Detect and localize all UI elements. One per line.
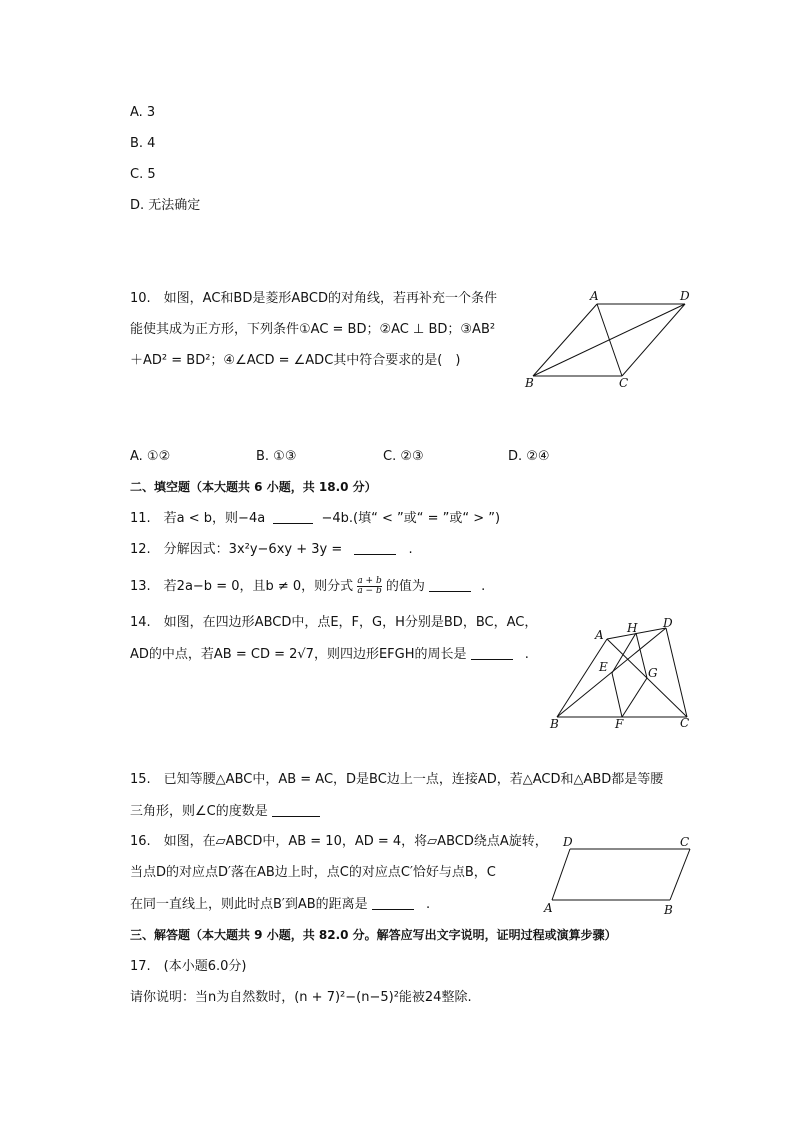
q15-text-line2-a: 三角形，则∠C的度数是	[130, 804, 268, 819]
quad-label-a: A	[595, 628, 604, 642]
q10-text-line2: 能使其成为正方形，下列条件①AC = BD；②AC ⊥ BD；③AB²	[130, 322, 496, 337]
q14-text-line2-b: .	[524, 647, 529, 662]
q11-text	[130, 509, 500, 528]
q10-option-d: D. ②④	[508, 449, 550, 464]
q10-text-line1: 10. 如图，AC和BD是菱形ABCD的对角线，若再补充一个条件	[130, 291, 498, 306]
q12-text-a: 12. 分解因式：3x²y−6xy + 3y =	[130, 542, 343, 557]
q10-text-line3: ＋AD² = BD²；④∠ACD = ∠ADC其中符合要求的是( )	[130, 353, 461, 368]
q13-text-b: 的值为	[385, 579, 425, 594]
q16-text-line3-a: 在同一直线上，则此时点B′到AB的距离是	[130, 897, 368, 912]
q16-text-line3	[130, 895, 430, 914]
para-label-b: B	[664, 903, 673, 917]
quad-label-h: H	[627, 621, 638, 635]
rhombus-label-d: D	[680, 289, 690, 303]
q12-text	[130, 540, 413, 559]
para-label-d: D	[563, 835, 573, 849]
quad-label-e: E	[599, 660, 608, 674]
quad-label-f: F	[615, 717, 624, 731]
q11-blank	[273, 509, 313, 524]
rhombus-label-a: A	[590, 289, 599, 303]
q10-option-a: A. ①②	[130, 449, 171, 464]
q13-text-a: 13. 若2a−b = 0，且b ≠ 0，则分式	[130, 579, 354, 594]
q13-fraction	[357, 577, 381, 596]
q12-blank	[354, 540, 396, 555]
q14-text-line2-a: AD的中点，若AB = CD = 2√7，则四边形EFGH的周长是	[130, 647, 467, 662]
parallelogram-figure	[540, 832, 700, 922]
q9-option-d: D. 无法确定	[130, 198, 201, 213]
q14-text-line1: 14. 如图，在四边形ABCD中，点E，F，G，H分别是BD，BC，AC，	[130, 615, 538, 630]
para-label-c: C	[680, 835, 690, 849]
q13-frac-denominator: a − b	[357, 586, 382, 596]
q15-text-line1: 15. 已知等腰△ABC中，AB = AC，D是BC边上一点，连接AD，若△ACD和△ABD都是等腰	[130, 772, 664, 787]
q16-blank	[372, 895, 414, 910]
q14-blank	[471, 645, 513, 660]
q13-text	[130, 577, 485, 596]
q11-text-a: 11. 若a < b，则−4a	[130, 511, 266, 526]
rhombus-figure	[520, 288, 700, 388]
section3-title: 三、解答题（本大题共 9 小题，共 82.0 分。解答应写出文字说明，证明过程或演算步骤）	[130, 928, 617, 942]
q9-option-c: C. 5	[130, 167, 156, 182]
section2-title: 二、填空题（本大题共 6 小题，共 18.0 分）	[130, 480, 377, 494]
q12-text-b: .	[408, 542, 413, 557]
q13-blank	[429, 577, 471, 592]
quad-label-c: C	[680, 716, 690, 730]
q9-option-b: B. 4	[130, 136, 156, 151]
quad-label-b: B	[550, 717, 559, 731]
q15-blank	[272, 802, 320, 817]
q9-option-a: A. 3	[130, 105, 156, 120]
quadrilateral-figure	[545, 614, 705, 734]
q17-text-line2: 请你说明：当n为自然数时，(n + 7)²−(n−5)²能被24整除.	[130, 990, 472, 1005]
rhombus-label-b: B	[525, 376, 534, 390]
q13-frac-numerator: a + b	[357, 576, 382, 586]
para-label-a: A	[544, 901, 553, 915]
q10-option-c: C. ②③	[383, 449, 424, 464]
quad-label-g: G	[648, 666, 658, 680]
q17-text-line1: 17. (本小题6.0分)	[130, 959, 247, 974]
rhombus-label-c: C	[619, 376, 629, 390]
q10-option-b: B. ①③	[256, 449, 297, 464]
q16-text-line2: 当点D的对应点D′落在AB边上时，点C的对应点C′恰好与点B，C	[130, 865, 496, 880]
quad-label-d: D	[663, 616, 673, 630]
q15-text-line2	[130, 802, 320, 821]
q11-text-b: −4b.(填“ < ”或“ = ”或“ > ”)	[321, 511, 501, 526]
q14-text-line2	[130, 645, 529, 664]
q16-text-line1: 16. 如图，在▱ABCD中，AB = 10，AD = 4，将▱ABCD绕点A旋转，	[130, 834, 548, 849]
q13-text-c: .	[481, 579, 486, 594]
q16-text-line3-b: .	[425, 897, 431, 912]
